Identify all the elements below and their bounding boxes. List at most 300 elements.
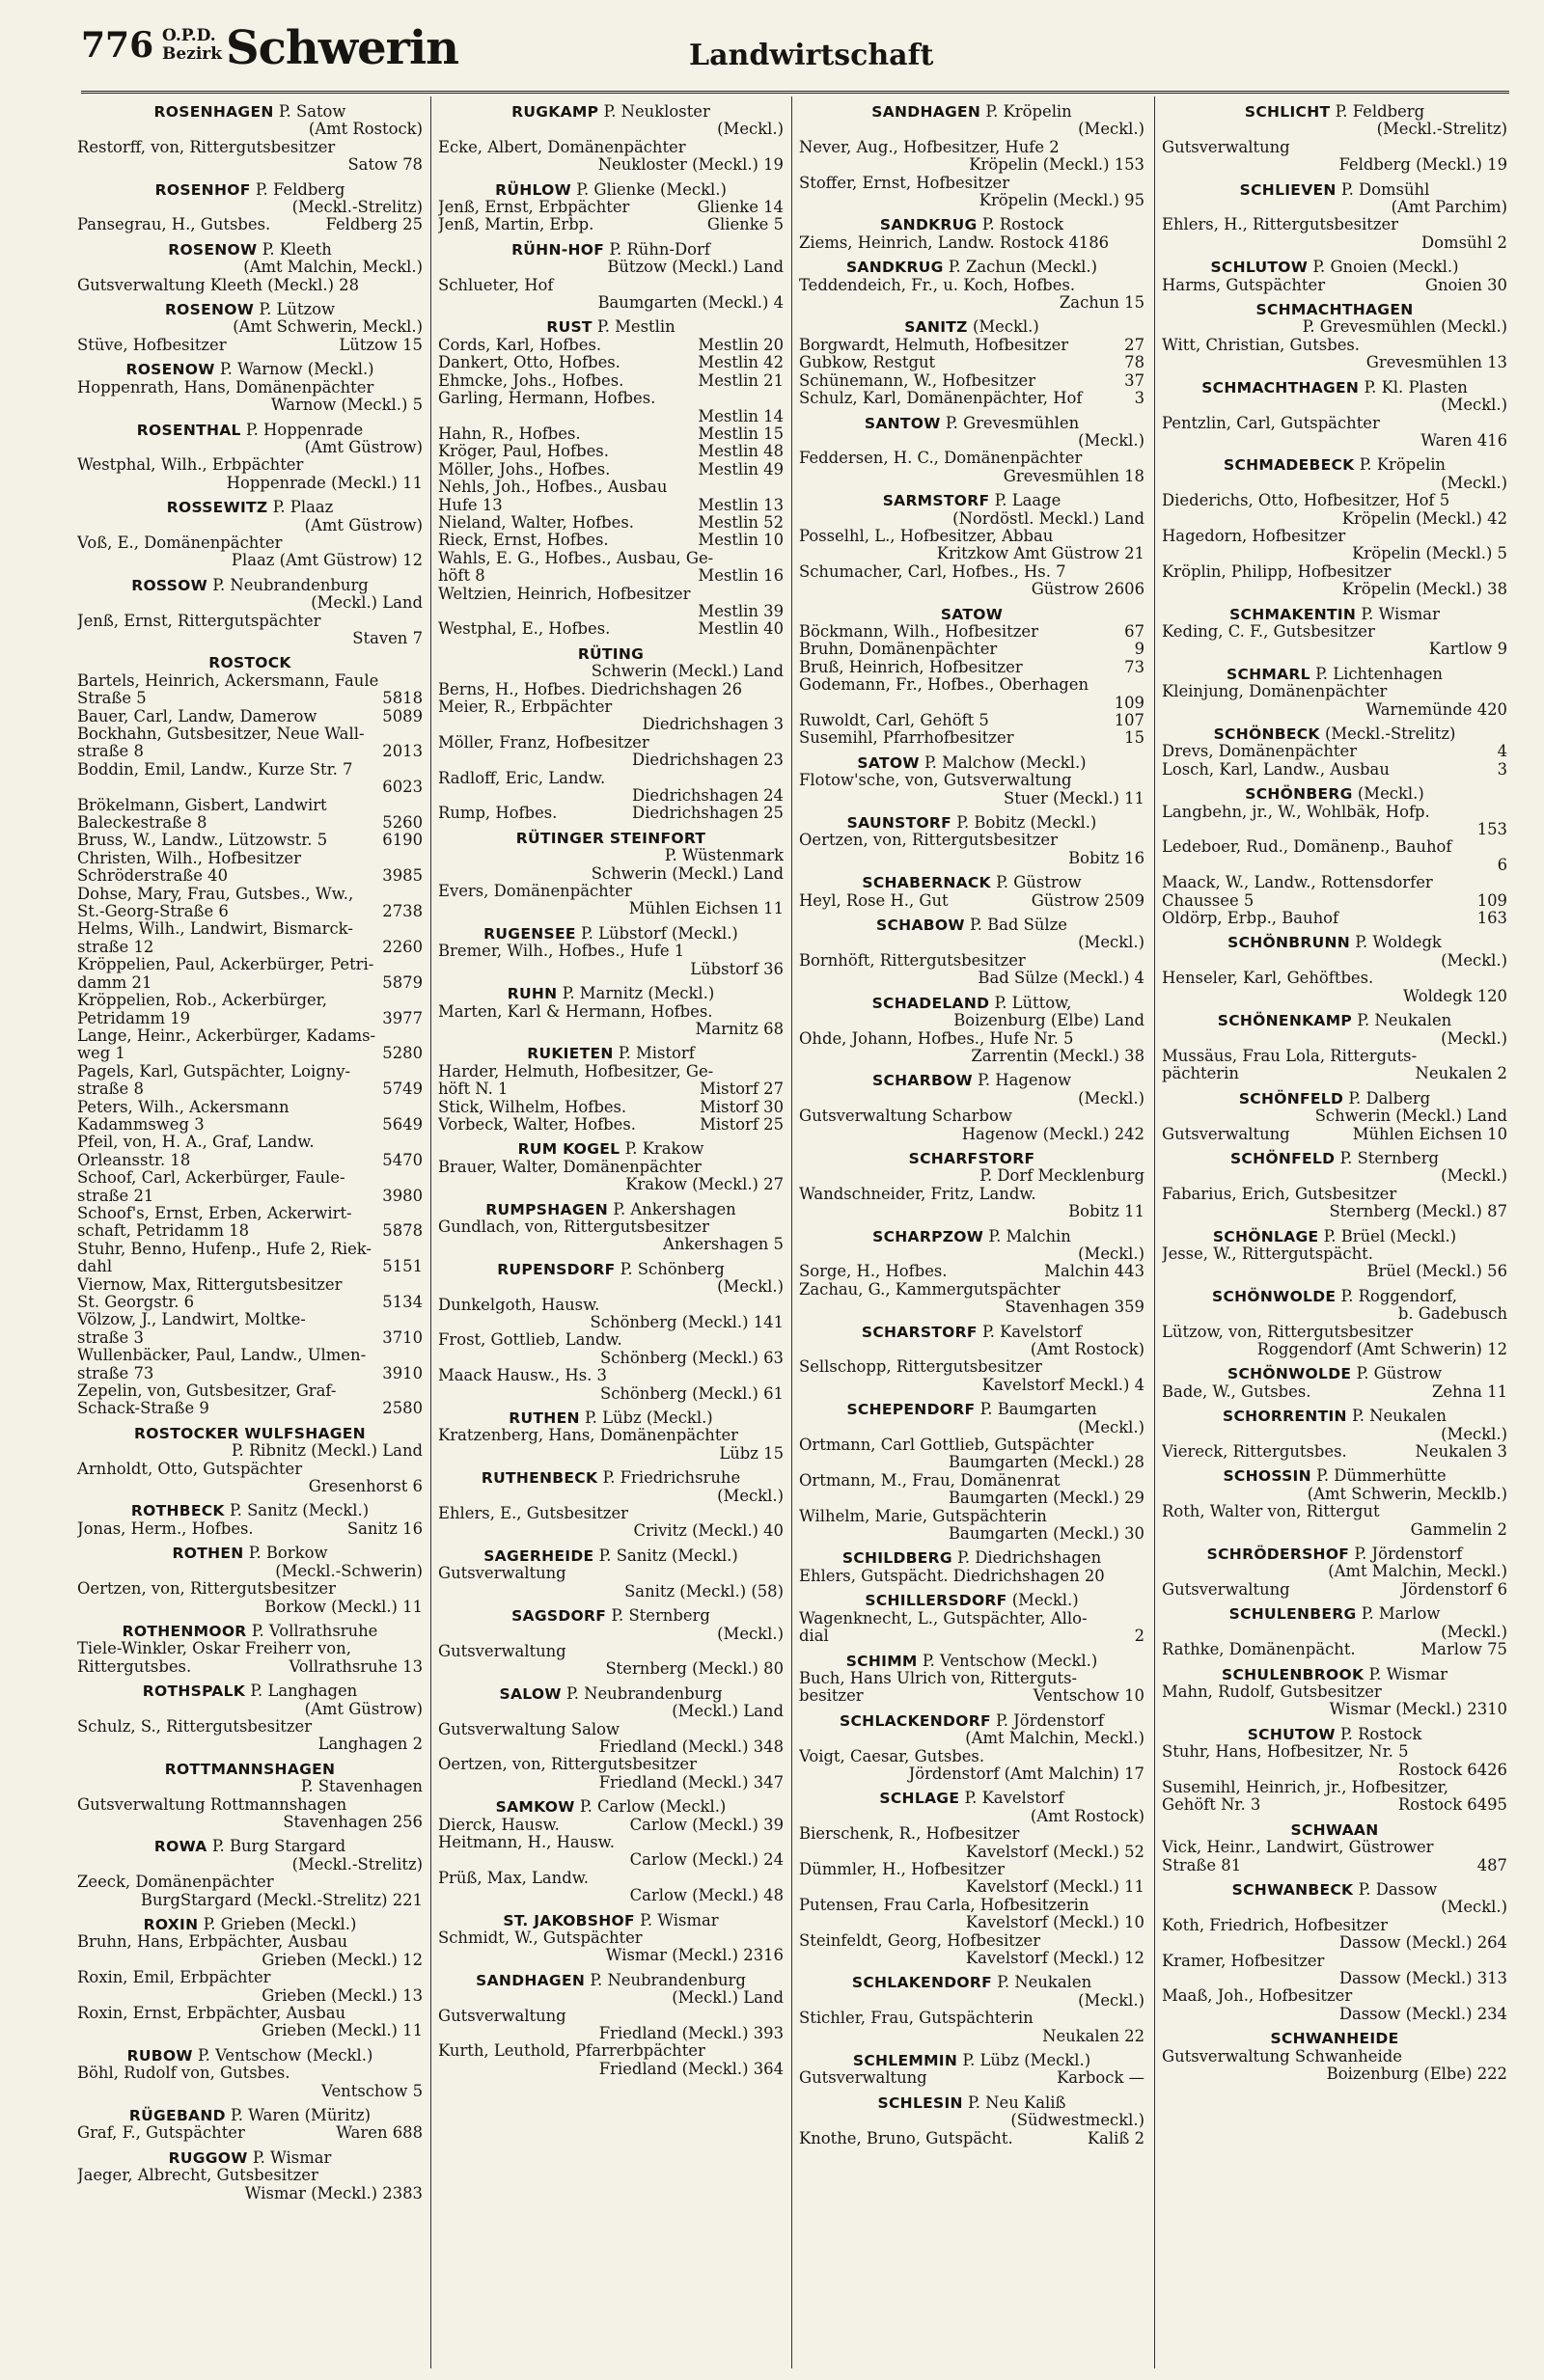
place-name: ROTTMANNSHAGEN [164,1760,336,1778]
listing-text: Diedrichshagen 3 [642,716,784,734]
listing-text: straße 12 [77,938,154,956]
listing-line [1162,1065,1507,1082]
listing-line [438,1159,784,1176]
listing-number: Mestlin 15 [698,424,784,443]
listing-text: Woldegk 120 [1403,987,1507,1005]
listing-line [438,259,784,276]
place-name: SCHARSTORF [861,1323,978,1341]
listing-number: 107 [1114,712,1144,729]
listing-text: Roth, Walter von, Rittergut [1162,1503,1380,1521]
listing-text: (Meckl.-Strelitz) [291,1855,423,1874]
listing-line [799,641,1144,658]
entry-heading [1162,379,1507,397]
place-name: SAGSDORF [511,1607,607,1626]
listing-line [438,199,784,216]
listing-text: straße 8 [77,1081,144,1099]
listing-line [799,1730,1144,1747]
directory-entry [438,1607,784,1679]
listing-text: Viereck, Rittergutsbes. [1162,1443,1347,1462]
listing-number: 2 [1134,1628,1144,1646]
directory-entry [799,1653,1144,1706]
post-office: P. Hoppenrade [245,420,364,439]
directory-entry [799,754,1144,807]
listing-text: Dassow (Meckl.) 313 [1338,1970,1507,1987]
listing-line [799,1765,1144,1783]
listing-text: schaft, Petridamm 18 [77,1222,250,1241]
listing-text: (Amt Rostock) [308,121,423,139]
entry-heading [1162,103,1507,121]
place-name: SCHÖNWOLDE [1212,1287,1337,1305]
listing-text: Never, Aug., Hofbesitzer, Hufe 2 [799,138,1060,156]
listing-line [438,698,784,716]
place-name: ROWA [153,1838,207,1856]
listing-text: Gutsverwaltung [799,2069,927,2088]
listing-text: (Meckl.) [717,1625,784,1643]
listing-text: Roxin, Ernst, Erbpächter, Ausbau [77,2005,346,2023]
place-name: SCHLIEVEN [1239,180,1337,199]
listing-number: 3 [1497,760,1507,779]
listing-line [77,552,423,569]
listing-line [77,613,423,630]
listing-line [438,408,784,425]
directory-entry [1162,1408,1507,1461]
entry-heading [799,606,1144,623]
listing-text: Schönberg (Meckl.) 63 [599,1349,784,1367]
entry-heading [799,1592,1144,1609]
listing-line [799,790,1144,807]
listing-text: b. Gadebusch [1397,1305,1507,1324]
listing-text: (Amt Malchin, Meckl.) [1328,1563,1507,1581]
listing-text: Kavelstorf (Meckl.) 10 [965,1914,1144,1932]
listing-line [1162,1987,1507,2005]
column-2 [438,96,784,2368]
listing-line [438,532,784,549]
listing-text: Arnholdt, Otto, Gutspächter [77,1460,303,1478]
place-name: ROSENOW [164,301,255,319]
listing-line [1162,2006,1507,2023]
post-office: P. Mistorf [618,1044,695,1063]
listing-line [799,1670,1144,1687]
listing-text: (Amt Rostock) [1030,1807,1144,1825]
listing-text: Jenß, Martin, Erbp. [438,216,594,234]
listing-text: Kröpelin (Meckl.) 95 [979,192,1144,210]
listing-line [77,318,423,336]
listing-line [1162,1563,1507,1580]
opd-label [162,27,222,64]
directory-entry [77,2107,423,2143]
directory-entry [77,654,423,1417]
listing-line [77,690,423,707]
listing-line [799,1897,1144,1914]
listing-line [799,1610,1144,1628]
listing-text: Boizenburg (Elbe) Land [953,1012,1144,1030]
place-name: RÜTINGER STEINFORT [515,829,706,847]
column-divider [430,96,431,2368]
listing-text: Maack Hausw., Hs. 3 [438,1367,607,1385]
listing-line [1162,683,1507,700]
listing-line [77,814,423,832]
listing-text: Dierck, Hausw. [438,1816,560,1834]
post-office: P. Sanitz (Meckl.) [229,1501,370,1520]
listing-text: Staven 7 [352,629,423,647]
post-office: P. Sanitz (Meckl.) [598,1546,738,1565]
listing-text: Bockhahn, Gutsbesitzer, Neue Wall- [77,725,365,743]
listing-text: Sanitz (Meckl.) (58) [624,1582,784,1600]
listing-text: (Meckl.) [717,121,784,139]
directory-entry [1162,1726,1507,1815]
listing-text: Böckmann, Wilh., Hofbesitzer [799,622,1038,641]
listing-line [438,1488,784,1505]
listing-text: Carlow (Meckl.) 48 [629,1887,784,1905]
listing-line [438,1756,784,1773]
listing-text: straße 21 [77,1187,154,1205]
listing-line [438,567,784,585]
listing-line [438,603,784,620]
listing-line [438,1278,784,1296]
post-office: P. Rostock [1339,1724,1422,1743]
listing-line [799,772,1144,789]
listing-text: Bobitz 16 [1068,849,1144,867]
directory-entry [77,1682,423,1754]
post-office: P. Kl. Plasten [1364,377,1468,397]
listing-number: Malchin 443 [1044,1263,1144,1281]
post-office: P. Diedrichshagen [957,1548,1102,1568]
listing-line [799,1861,1144,1878]
listing-line [799,1419,1144,1436]
place-name: SCHWAAN [1290,1820,1379,1839]
post-office: P. Langhagen [250,1682,358,1701]
post-office: P. Vollrathsruhe [251,1621,378,1640]
listing-line [438,620,784,638]
listing-line [77,1856,423,1874]
entry-heading [77,1838,423,1855]
place-name: SCHÖNFELD [1238,1089,1344,1108]
listing-text: Borkow (Meckl.) 11 [264,1598,423,1616]
listing-text: Güstrow 2606 [1031,581,1144,599]
listing-line [1162,2048,1507,2065]
listing-text: Sternberg (Meckl.) 80 [605,1660,784,1679]
listing-text: Nieland, Walter, Hofbes. [438,513,634,532]
place-name: SCHIMM [845,1652,918,1670]
listing-text: Flotow'sche, von, Gutsverwaltung [799,772,1072,790]
listing-line [1162,1167,1507,1185]
listing-text: Stick, Wilhelm, Hofbes. [438,1098,627,1116]
listing-line [799,729,1144,747]
listing-text: Domsühl 2 [1421,233,1507,252]
entry-heading [799,259,1144,276]
listing-text: Grevesmühlen 13 [1365,354,1507,372]
listing-text: Mahn, Rudolf, Gutsbesitzer [1162,1682,1382,1701]
listing-line [799,1186,1144,1203]
listing-line [799,139,1144,156]
listing-text: Sorge, H., Hofbes. [799,1263,948,1281]
directory-entry [438,318,784,638]
listing-line [438,2025,784,2042]
listing-text: Pagels, Karl, Gutspächter, Loigny- [77,1062,351,1081]
listing-text: Friedland (Meckl.) 348 [598,1737,784,1756]
listing-line [799,450,1144,467]
listing-text: Schoof, Carl, Ackerbürger, Faule- [77,1169,345,1188]
listing-text: Brökelmann, Gisbert, Landwirt [77,796,327,814]
place-name: RÜGEBAND [128,2107,226,2125]
listing-text: Westphal, Wilh., Erbpächter [77,456,304,475]
post-office: P. Rühn-Dorf [609,239,710,259]
post-office: P. Lübz (Meckl.) [962,2051,1091,2070]
listing-text: Rostock 6426 [1397,1761,1507,1779]
listing-text: Wullenbäcker, Paul, Landw., Ulmen- [77,1347,367,1365]
listing-text: Boddin, Emil, Landw., Kurze Str. 7 [77,760,353,779]
listing-line [438,497,784,514]
listing-text: St. Georgstr. 6 [77,1294,195,1311]
post-office: P. Bad Sülze [969,916,1067,935]
listing-line [1162,988,1507,1005]
listing-line [438,1989,784,2007]
listing-text: Zepelin, von, Gutsbesitzer, Graf- [77,1382,337,1401]
directory-entry [799,2094,1144,2147]
directory-entry [77,2149,423,2202]
listing-text: Bruhn, Hans, Erbpächter, Ausbau [77,1933,348,1952]
listing-line [77,216,423,233]
listing-text: Dümmler, H., Hofbesitzer [799,1860,1005,1878]
listing-text: Baleckestraße 8 [77,814,207,833]
listing-line [799,1992,1144,2010]
directory-entry [438,1972,784,2078]
listing-text: Gutsverwaltung Rottmannshagen [77,1795,347,1814]
listing-line [438,2008,784,2025]
listing-text: Kröpelin (Meckl.) 153 [969,156,1144,175]
listing-text: Ortmann, M., Frau, Domänenrat [799,1471,1061,1490]
listing-text: Frost, Gottlieb, Landw. [438,1331,622,1350]
directory-entry [77,1623,423,1676]
place-name: RUTHENBECK [481,1469,598,1488]
listing-text: Langhagen 2 [317,1736,423,1754]
listing-line [77,2065,423,2082]
listing-line [438,1021,784,1038]
listing-line [1162,1641,1507,1658]
listing-text: Keding, C. F., Gutsbesitzer [1162,622,1375,641]
post-office: P. Borkow [248,1544,328,1563]
listing-line [1162,563,1507,581]
listing-text: Zachun 15 [1059,294,1144,313]
listing-text: Dassow (Meckl.) 234 [1338,2005,1507,2023]
listing-line [438,1522,784,1540]
entry-heading [438,1469,784,1487]
listing-line [799,1878,1144,1896]
post-office: P. Brüel (Meckl.) [1323,1226,1457,1245]
entry-heading [438,1607,784,1625]
listing-line [77,939,423,956]
listing-text: Bartels, Heinrich, Ackersmann, Faule [77,671,379,690]
place-name: SALOW [499,1684,562,1703]
directory-entry [77,1761,423,1832]
post-office: P. Rostock [981,215,1064,234]
listing-text: Brauer, Walter, Domänenpächter [438,1158,702,1176]
post-office: P. Grieben (Meckl.) [203,1915,357,1933]
listing-text: Dohse, Mary, Frau, Gutsbes., Ww., [77,885,354,903]
directory-entry [799,814,1144,867]
listing-text: (Meckl.) [717,1487,784,1505]
directory-entry [1162,1288,1507,1359]
listing-line [77,992,423,1009]
place-name: SCHLAKENDORF [851,1974,992,1992]
listing-line [438,1297,784,1314]
listing-line [77,1258,423,1275]
listing-text: Kadammsweg 3 [77,1115,205,1134]
listing-line [77,397,423,414]
place-name: SCHLUTOW [1210,259,1309,277]
post-office: P. Kleeth [262,239,332,259]
listing-line [77,1382,423,1400]
place-name: SANTOW [864,414,941,432]
post-office: P. Sternberg [1339,1148,1440,1167]
listing-text: (Meckl.) Land [311,594,423,613]
entry-heading [1162,1546,1507,1563]
listing-line [438,337,784,354]
listing-line [799,1568,1144,1585]
post-office: P. Domsühl [1340,179,1430,199]
listing-line [1162,970,1507,987]
listing-line [438,216,784,233]
listing-text: (Meckl.) [717,1278,784,1297]
listing-line [438,443,784,460]
entry-heading [77,422,423,439]
listing-line [1162,492,1507,509]
listing-text: (Meckl.-Schwerin) [275,1562,423,1580]
post-office: (Meckl.) [1011,1591,1079,1610]
directory-entry [77,1502,423,1538]
listing-line [799,468,1144,485]
place-name: ST. JAKOBSHOF [503,1911,635,1929]
directory-entry [77,1425,423,1496]
listing-line [77,956,423,973]
listing-line [77,1205,423,1222]
listing-line [1162,1683,1507,1701]
listing-line [799,1377,1144,1394]
directory-entry [799,995,1144,1066]
post-office: P. Marlow [1361,1604,1441,1624]
listing-text: Grieben (Meckl.) 13 [262,1986,423,2005]
listing-text: Peters, Wilh., Ackersmann [77,1098,290,1116]
listing-line [1162,1324,1507,1341]
place-name: SCHLICHT [1244,103,1331,121]
place-name: SAGERHEIDE [483,1546,594,1565]
place-name: RUGKAMP [511,103,599,121]
listing-text: Bade, W., Gutsbes. [1162,1382,1311,1401]
entry-heading [799,754,1144,772]
listing-line [77,1116,423,1134]
listing-text: (Meckl.) [1078,934,1144,952]
listing-text: (Meckl.) [1441,474,1507,492]
place-name: RUST [546,318,593,337]
post-office: P. Lübstorf (Meckl.) [580,923,738,943]
listing-text: Baumgarten (Meckl.) 4 [597,294,784,313]
listing-text: Harder, Helmuth, Hofbesitzer, Ge- [438,1062,714,1081]
listing-line [77,2022,423,2039]
post-office: P. Kavelstorf [981,1322,1083,1341]
listing-line [77,199,423,216]
listing-line [77,850,423,867]
listing-text: Witt, Christian, Gutsbes. [1162,336,1361,354]
listing-text: Mühlen Eichsen 11 [628,900,784,918]
place-name: ROSENTHAL [136,421,241,439]
listing-text: Stuer (Meckl.) 11 [1003,789,1144,807]
entry-heading [77,499,423,516]
post-office: P. Wismar [252,2147,332,2167]
listing-number: Mistorf 25 [700,1115,784,1134]
post-office: P. Roggendorf, [1340,1286,1457,1305]
post-office: P. Zachun (Meckl.) [948,258,1098,277]
listing-number: Feldberg 25 [325,216,423,234]
listing-text: Maaß, Joh., Hofbesitzer [1162,1987,1353,2006]
listing-number: 5649 [382,1115,423,1134]
entry-heading [438,925,784,943]
listing-line [799,1167,1144,1185]
listing-line [77,1736,423,1753]
listing-number: 3710 [382,1328,423,1347]
listing-line [799,1203,1144,1220]
listing-text: Sternberg (Meckl.) 87 [1329,1203,1507,1221]
entry-heading [1162,725,1507,743]
listing-number: 3977 [382,1009,423,1027]
listing-text: Westphal, E., Hofbes. [438,620,611,639]
listing-line [77,1987,423,2005]
listing-number: Mestlin 40 [698,620,784,639]
listing-line [438,2061,784,2078]
listing-line [1162,234,1507,252]
place-name: SCHLESIN [877,2093,963,2112]
listing-line [1162,475,1507,492]
listing-line [77,974,423,992]
listing-text: Heitmann, H., Hausw. [438,1833,615,1851]
listing-text: Wismar (Meckl.) 2383 [244,2184,423,2202]
directory-entry [1162,456,1507,598]
listing-line [438,865,784,883]
listing-line [799,1525,1144,1543]
directory-entry [1162,606,1507,659]
listing-text: Wismar (Meckl.) 2316 [605,1947,784,1965]
listing-line [1162,910,1507,927]
listing-line [77,1796,423,1814]
place-name: SCHEPENDORF [846,1401,976,1419]
place-name: RÜHN-HOF [511,240,605,259]
listing-text: Ziems, Heinrich, Landw. Rostock 4186 [799,233,1110,252]
entry-heading [77,2107,423,2124]
entry-heading [799,814,1144,832]
listing-line [77,1778,423,1795]
entry-heading [1162,1666,1507,1683]
directory-entry [1162,725,1507,779]
listing-line [438,752,784,769]
listing-line [77,708,423,725]
listing-line [1162,1048,1507,1065]
listing-text: (Meckl.) [1078,121,1144,139]
entry-heading [1162,666,1507,683]
place-name: SCHÖNENKAMP [1217,1012,1353,1030]
listing-text: (Meckl.) [1078,1991,1144,2010]
listing-line [77,594,423,612]
listing-line [1162,641,1507,658]
listing-line [799,563,1144,581]
listing-text: Henseler, Karl, Gehöftbes. [1162,970,1374,988]
listing-text: Gutsverwaltung [438,1565,566,1583]
directory-entry [799,606,1144,748]
place-name: SARMSTORF [882,492,990,510]
post-office: (Meckl.) [972,317,1039,337]
place-name: RUTHEN [509,1409,580,1428]
listing-text: Zeeck, Domänenpächter [77,1874,274,1892]
listing-line [1162,838,1507,856]
place-name: SCHMAKENTIN [1229,605,1357,623]
